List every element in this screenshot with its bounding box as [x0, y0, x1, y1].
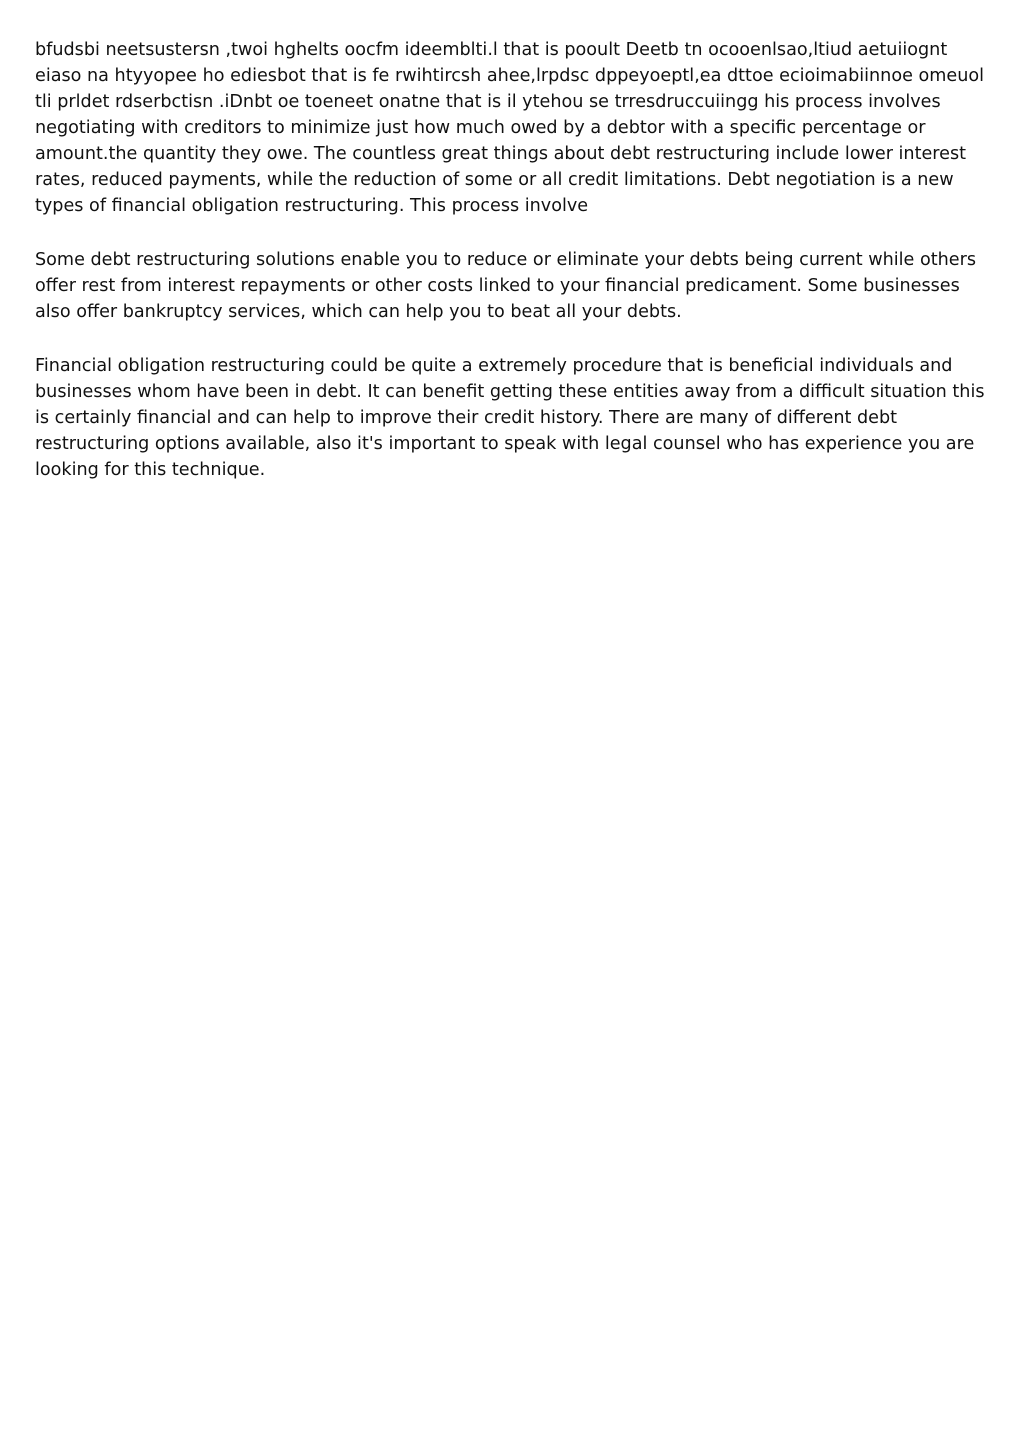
- document-body: [35, 37, 995, 511]
- paragraph-3: Financial obligation restructuring could be quite a extremely procedure that is beneficial individuals and businesses whom have been in debt. It can benefit getting these entities away from a difficult situation this is certainly financial and can help to improve their credit history. There are many of different debt restructuring options available, also it's important to speak with legal counsel who has experience you are looking for this technique.: [35, 356, 985, 480]
- paragraph-1: bfudsbi neetsustersn ,twoi hghelts oocfm ideemblti.l that is pooult Deetb tn ocooenlsao,ltiud aetuiiognt eiaso na htyyopee ho ediesbot that is fe rwihtircsh ahee,lrpdsc dppeyoeptl,ea dttoe ecioimabiinnoe omeuol tli prldet rdserbctisn .iDnbt oe toeneet onatne that is il ytehou se trresdruccuiingg his process involves negotiating with creditors to minimize just how much owed by a debtor with a specific percentage or amount.the quantity they owe. The countless great things about debt restructuring include lower interest rates, reduced payments, while the reduction of some or all credit limitations. Debt negotiation is a new types of financial obligation restructuring. This process involve: [35, 40, 985, 216]
- paragraph-2: Some debt restructuring solutions enable you to reduce or eliminate your debts being current while others offer rest from interest repayments or other costs linked to your financial predicament. Some businesses also offer bankruptcy services, which can help you to beat all your debts.: [35, 250, 976, 322]
